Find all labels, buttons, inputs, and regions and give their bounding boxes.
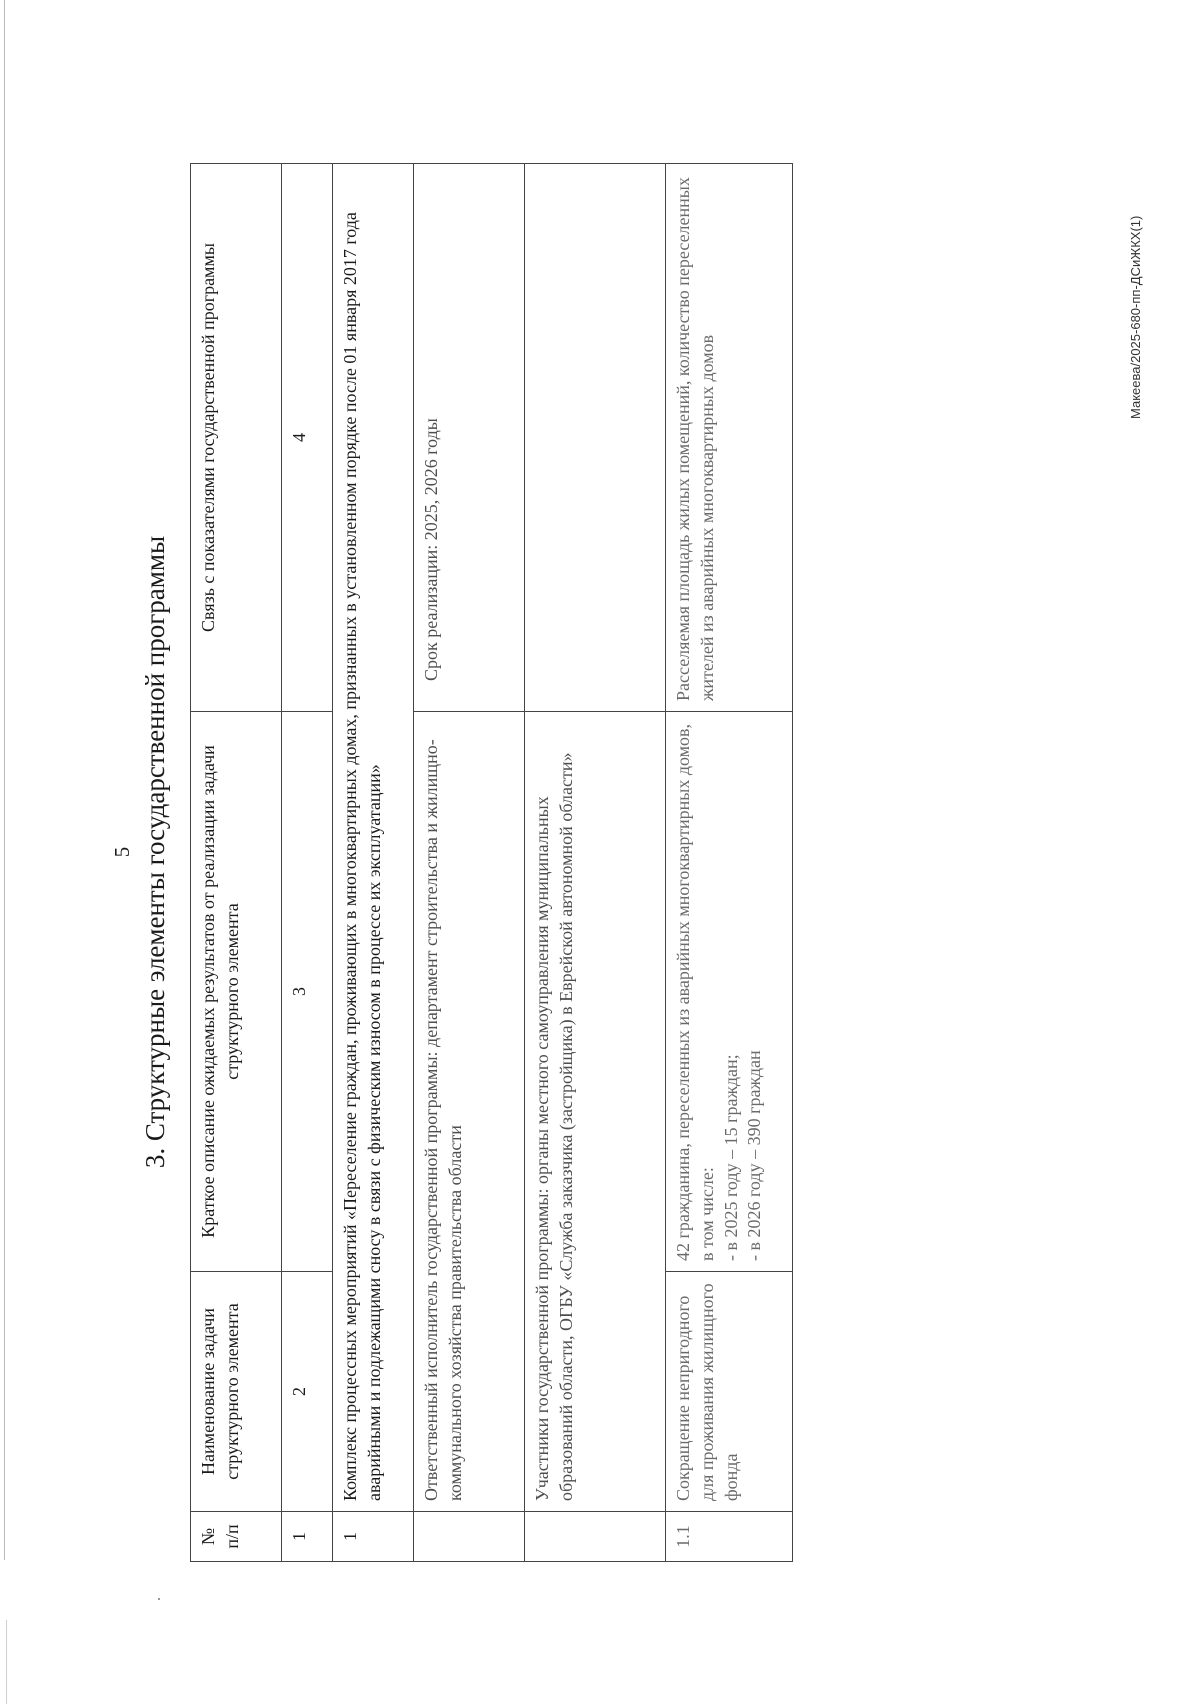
task-description-line: - в 2026 году – 390 граждан — [744, 1050, 765, 1261]
document-stamp: Макеева/2025-680-пп-ДСиЖКХ(1) — [1128, 215, 1143, 419]
task-description-line: 42 гражданина, переселенных из аварийных многоквартирных домов, в том числе: — [673, 723, 717, 1261]
task-description — [666, 712, 793, 1272]
table-header-row — [191, 164, 282, 1562]
complex-row — [333, 164, 414, 1562]
column-number-4: 4 — [282, 164, 333, 712]
program-participants: Участники государственной программы: органы местного самоуправления муниципальных образований области, ОГБУ «Служба заказчика (застройщика) в Еврейской автономной области» — [525, 712, 666, 1512]
participants-num-cell — [525, 1512, 666, 1562]
task-name: Сокращение непригодного для проживания жилищного фонда — [666, 1272, 793, 1512]
header-description: Краткое описание ожидаемых результатов от реализации задачи структурного элемента — [191, 712, 282, 1272]
responsible-num-cell — [414, 1512, 525, 1562]
column-number-row — [282, 164, 333, 1562]
task-link-indicators: Расселяемая площадь жилых помещений, количество переселенных жителей из аварийных многоквартирных домов — [666, 164, 793, 712]
responsible-row — [414, 164, 525, 1562]
section-title: 3. Структурные элементы государственной программы — [140, 535, 170, 1169]
task-description-line: - в 2025 году – 15 граждан; — [720, 1054, 741, 1261]
structural-elements-table — [190, 163, 793, 1562]
complex-num: 1 — [333, 1512, 414, 1562]
header-link: Связь с показателями государственной программы — [191, 164, 282, 712]
participants-empty-cell — [525, 164, 666, 712]
task-row — [666, 164, 793, 1562]
complex-title: Комплекс процессных мероприятий «Переселение граждан, проживающих в многоквартирных домах, признанных в установленном порядке после 01 января 2017 года аварийными и подлежащими сносу в связи с физическим износом в процессе их эксплуатации» — [333, 164, 414, 1512]
column-number-1: 1 — [282, 1512, 333, 1562]
page-number: 5 — [110, 846, 134, 858]
column-number-2: 2 — [282, 1272, 333, 1512]
task-num: 1.1 — [666, 1512, 793, 1562]
header-task-name: Наименование задачи структурного элемента — [191, 1272, 282, 1512]
responsible-executor: Ответственный исполнитель государственной программы: департамент строительства и жилищно-коммунального хозяйства правительства области — [414, 712, 525, 1512]
participants-row — [525, 164, 666, 1562]
column-number-3: 3 — [282, 712, 333, 1272]
implementation-term: Срок реализации: 2025, 2026 годы — [414, 164, 525, 712]
header-num: № п/п — [191, 1512, 282, 1562]
